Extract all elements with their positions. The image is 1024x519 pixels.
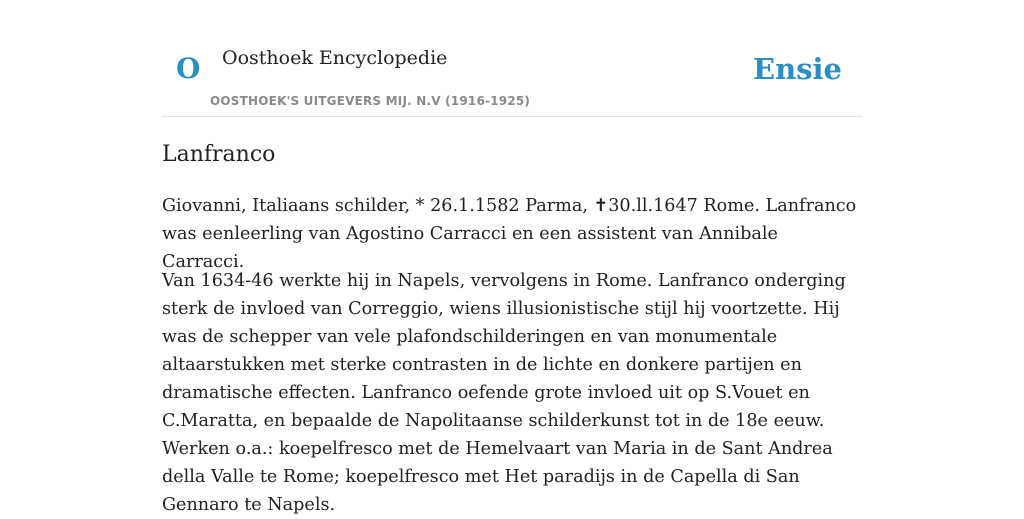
page-container bbox=[162, 0, 862, 515]
publisher-label: OOSTHOEK'S UITGEVERS MIJ. N.V (1916-1925) bbox=[210, 94, 531, 108]
encyclopedia-title[interactable]: Oosthoek Encyclopedie bbox=[222, 47, 448, 69]
ensie-brand-logo[interactable]: Ensie bbox=[753, 52, 842, 86]
encyclopedia-logo[interactable]: O bbox=[176, 52, 201, 85]
article-paragraph: Giovanni, Italiaans schilder, * 26.1.1582 Parma, ✝30.ll.1647 Rome. Lanfranco was eenleerling van Agostino Carracci en een assistent van Annibale Carracci. bbox=[162, 196, 857, 272]
article-title: Lanfranco bbox=[162, 142, 276, 167]
site-header bbox=[162, 0, 862, 117]
article-paragraph: Van 1634-46 werkte hij in Napels, vervolgens in Rome. Lanfranco onderging sterk de invloed van Correggio, wiens illusionistische stijl hij voortzette. Hij was de schepper van vele plafondschilderingen en van monumentale altaarstukken met sterke contrasten in de lichte en donkere partijen en dramatische effecten. Lanfranco oefende grote invloed uit op S.Vouet en C.Maratta, en bepaalde de Napolitaanse schilderkunst tot in de 18e eeuw. Werken o.a.: koepelfresco met de Hemelvaart van Maria in de Sant Andrea della Valle te Rome; koepelfresco met Het paradijs in de Capella di San Gennaro te Napels. bbox=[162, 271, 846, 515]
